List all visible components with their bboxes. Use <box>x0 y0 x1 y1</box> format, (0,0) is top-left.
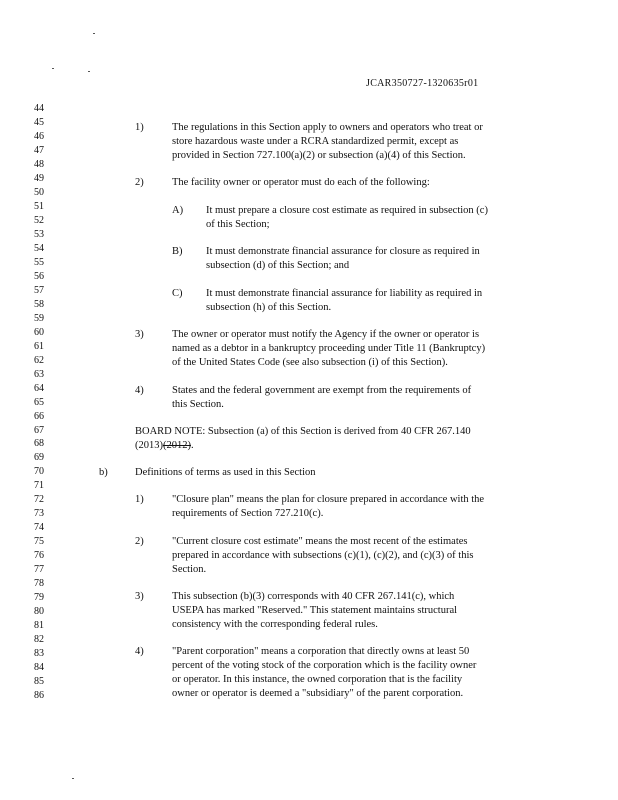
item-3-marker: 3) <box>135 329 144 340</box>
scan-speck <box>52 68 54 69</box>
line-number: 85 <box>34 676 44 687</box>
line-number: 61 <box>34 340 44 352</box>
b2-line: Section. <box>172 564 207 575</box>
board-note-new-year: (2013) <box>135 440 163 451</box>
b2-line: "Current closure cost estimate" means the most recent of the estimates <box>172 536 468 547</box>
line-number: 74 <box>34 522 44 534</box>
line-number: 79 <box>34 592 44 604</box>
item-4-line: States and the federal government are exempt from the requirements of <box>172 385 472 396</box>
b1-line: "Closure plan" means the plan for closure prepared in accordance with the <box>172 494 485 505</box>
line-number: 45 <box>34 117 44 128</box>
line-number: 82 <box>34 634 44 646</box>
board-note-period: . <box>191 440 194 451</box>
b4-line: owner or operator is deemed a "subsidiary" of the parent corporation. <box>172 688 464 699</box>
b4-line: or operator. In this instance, the owned corporation that is the facility <box>172 674 463 685</box>
line-number: 69 <box>34 452 44 464</box>
line-number: 71 <box>34 480 44 492</box>
item-4-line: this Section. <box>172 399 224 410</box>
line-number: 58 <box>34 298 44 310</box>
item-2a-marker: A) <box>172 205 184 216</box>
line-number: 76 <box>34 550 44 562</box>
line-number: 54 <box>34 242 44 254</box>
board-note-struck-year: (2012) <box>163 440 191 451</box>
line-number: 77 <box>34 564 44 576</box>
line-number: 86 <box>34 690 44 701</box>
item-3-line: of the United States Code (see also subsection (i) of this Section). <box>172 357 448 368</box>
line-number: 50 <box>34 186 44 198</box>
line-number: 83 <box>34 648 44 660</box>
subsection-b-marker: b) <box>99 467 108 478</box>
document-header-code: JCAR350727-1320635r01 <box>366 78 479 89</box>
item-2b-line: It must demonstrate financial assurance for closure as required in <box>206 246 480 257</box>
line-number: 49 <box>34 172 44 184</box>
line-number: 55 <box>34 256 44 268</box>
line-number: 52 <box>34 214 44 226</box>
line-number: 65 <box>34 396 44 408</box>
line-number: 46 <box>34 131 44 142</box>
b2-line: prepared in accordance with subsections (c)(1), (c)(2), and (c)(3) of this <box>172 550 474 561</box>
board-note-line <box>135 440 194 451</box>
scan-speck <box>88 71 90 72</box>
item-2-line: The facility owner or operator must do each of the following: <box>172 177 430 188</box>
line-number: 53 <box>34 228 44 240</box>
subsection-b-line: Definitions of terms as used in this Section <box>135 467 316 478</box>
line-number: 56 <box>34 270 44 282</box>
b4-marker: 4) <box>135 646 144 657</box>
item-2b-marker: B) <box>172 246 183 257</box>
line-number: 80 <box>34 606 44 618</box>
line-number: 48 <box>34 158 44 170</box>
line-number: 64 <box>34 382 44 394</box>
b3-line: This subsection (b)(3) corresponds with 40 CFR 267.141(c), which <box>172 591 455 602</box>
item-2a-line: of this Section; <box>206 219 270 230</box>
b2-marker: 2) <box>135 536 144 547</box>
item-3-line: named as a debtor in a bankruptcy proceeding under Title 11 (Bankruptcy) <box>172 343 486 354</box>
item-1-marker: 1) <box>135 122 144 133</box>
b4-line: "Parent corporation" means a corporation that directly owns at least 50 <box>172 646 470 657</box>
line-number: 47 <box>34 144 44 156</box>
line-number: 62 <box>34 354 44 366</box>
line-number: 66 <box>34 410 44 422</box>
line-number: 60 <box>34 326 44 338</box>
item-4-marker: 4) <box>135 385 144 396</box>
item-1-line: store hazardous waste under a RCRA standardized permit, except as <box>172 136 459 147</box>
board-note-line: BOARD NOTE: Subsection (a) of this Section is derived from 40 CFR 267.140 <box>135 426 471 437</box>
b3-marker: 3) <box>135 591 144 602</box>
scan-speck <box>72 778 74 779</box>
b3-line: USEPA has marked "Reserved." This statement maintains structural <box>172 605 458 616</box>
item-2c-marker: C) <box>172 288 183 299</box>
line-number: 68 <box>34 438 44 450</box>
line-number: 70 <box>34 466 44 478</box>
line-number: 78 <box>34 578 44 590</box>
line-number: 63 <box>34 368 44 380</box>
item-2b-line: subsection (d) of this Section; and <box>206 260 350 271</box>
item-1-line: provided in Section 727.100(a)(2) or subsection (a)(4) of this Section. <box>172 150 466 161</box>
line-number: 67 <box>34 424 44 436</box>
line-number: 57 <box>34 284 44 296</box>
line-number: 51 <box>34 200 44 212</box>
line-number: 73 <box>34 508 44 520</box>
item-1-line: The regulations in this Section apply to owners and operators who treat or <box>172 122 483 133</box>
b1-marker: 1) <box>135 494 144 505</box>
line-number: 72 <box>34 494 44 506</box>
b3-line: consistency with the corresponding federal rules. <box>172 619 378 630</box>
line-number: 84 <box>34 662 44 673</box>
item-2a-line: It must prepare a closure cost estimate as required in subsection (c) <box>206 205 488 216</box>
line-number: 81 <box>34 620 44 632</box>
line-number: 59 <box>34 312 44 324</box>
b4-line: percent of the voting stock of the corporation which is the facility owner <box>172 660 477 671</box>
scan-speck <box>93 33 95 34</box>
b1-line: requirements of Section 727.210(c). <box>172 508 324 519</box>
item-2-marker: 2) <box>135 177 144 188</box>
item-2c-line: It must demonstrate financial assurance for liability as required in <box>206 288 483 299</box>
line-number: 75 <box>34 536 44 548</box>
line-number: 44 <box>34 103 44 114</box>
item-2c-line: subsection (h) of this Section. <box>206 302 332 313</box>
item-3-line: The owner or operator must notify the Agency if the owner or operator is <box>172 329 480 340</box>
